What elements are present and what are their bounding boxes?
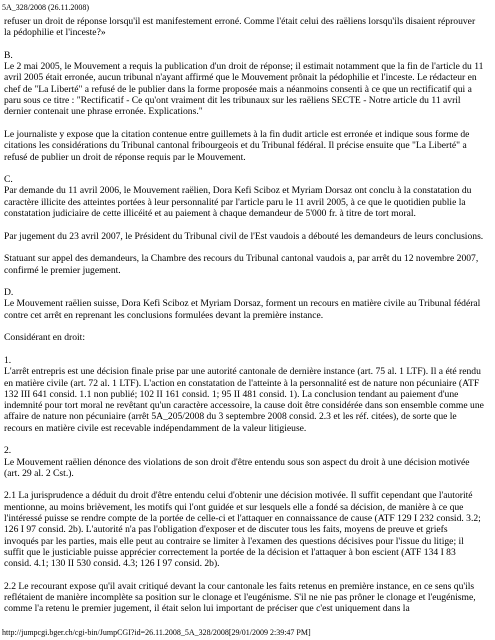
paragraph: refuser un droit de réponse lorsqu'il est manifestement erroné. Comme l'était celui des raëliens lorsqu'ils disaient réprouver la pédophilie et l'inceste?»: [4, 16, 476, 39]
page-header: 5A_328/2008 (26.11.2008): [2, 3, 90, 12]
page-footer-url: http://jumpcgi.bger.ch/cgi-bin/JumpCGI?id=26.11.2008_5A_328/2008[29/01/2009 2:39:47 PM]: [2, 628, 311, 637]
paragraph: D. Le Mouvement raëlien suisse, Dora Kefi Sciboz et Myriam Dorsaz, forment un recours en matière civile au Tribunal fédéral contre cet arrêt en reprenant les conclusions formulées devant la première instance.: [4, 287, 481, 321]
paragraph: Considérant en droit:: [4, 332, 85, 344]
paragraph: 2.1 La jurisprudence a déduit du droit d'être entendu celui d'obtenir une décision motivée. Il suffit cependant que l'autorité mentionne, au moins brièvement, les motifs qui l'ont guidée et sur lesquels elle a fondé sa décision, de manière à ce que l'intéressé puisse se rendre compte de la portée de celle-ci et l'attaquer en connaissance de cause (ATF 129 I 232 consid. 3.2; 126 I 97 consid. 2b). L'autorité n'a pas l'obligation d'exposer et de discuter tous les faits, moyens de preuve et griefs invoqués par les parties, mais elle peut au contraire se limiter à l'examen des questions décisives pour l'issue du litige; il suffit que le justiciable puisse apprécier correctement la portée de la décision et l'attaquer à bon escient (ATF 134 I 83 consid. 4.1; 130 II 530 consid. 4.3; 126 I 97 consid. 2b).: [4, 490, 481, 570]
document-body: [4, 16, 484, 626]
paragraph: 1. L'arrêt entrepris est une décision finale prise par une autorité cantonale de dernière instance (art. 75 al. 1 LTF). Il a été rendu en matière civile (art. 72 al. 1 LTF). L'action en constatation de l'atteinte à la personnalité est de nature non pécuniaire (ATF 132 III 641 consid. 1.1 non publié; 102 II 161 consid. 1; 95 II 481 consid. 1). La conclusion tendant au paiement d'une indemnité pour tort moral ne revêtant qu'un caractère accessoire, la cause doit être considérée dans son ensemble comme une affaire de nature non pécuniaire (arrêt 5A_205/2008 du 3 septembre 2008 consid. 2.3 et les réf. citées), de sorte que le recours en matière civile est recevable indépendamment de la valeur litigieuse.: [4, 354, 484, 434]
paragraph: C. Par demande du 11 avril 2006, le Mouvement raëlien, Dora Kefi Sciboz et Myriam Dorsaz ont conclu à la constatation du caractère illicite des atteintes portées à leur personnalité par l'article paru le 11 avril 2005, à ce que le quotidien publie la constatation judiciaire de cette illicéité et au paiement à chaque demandeur de 5'000 fr. à titre de tort moral.: [4, 174, 472, 220]
paragraph: Le journaliste y expose que la citation contenue entre guillemets à la fin dudit article est erronée et indique sous forme de citations les considérations du Tribunal cantonal fribourgeois et du Tribunal fédéral. Il précise ensuite que "La Liberté" a refusé de publier un droit de réponse requis par le Mouvement.: [4, 128, 470, 163]
paragraph: Par jugement du 23 avril 2007, le Président du Tribunal civil de l'Est vaudois a débouté les demandeurs de leurs conclusions.: [4, 230, 484, 242]
paragraph: 2. Le Mouvement raëlien dénonce des violations de son droit d'être entendu sous son aspect du droit à une décision motivée (art. 29 al. 2 Cst.).: [4, 445, 470, 479]
paragraph: Statuant sur appel des demandeurs, la Chambre des recours du Tribunal cantonal vaudois a, par arrêt du 12 novembre 2007, confirmé le premier jugement.: [4, 253, 479, 276]
paragraph: B. Le 2 mai 2005, le Mouvement a requis la publication d'un droit de réponse; il estimait notamment que la fin de l'article du 11 avril 2005 était erronée, aucun tribunal n'ayant affirmé que le Mouvement prônait la pédophilie et l'inceste. Le rédacteur en chef de "La Liberté" a refusé de le publier dans la forme proposée mais a néanmoins consenti à ce que un rectificatif qui a paru sous ce titre : "Rectificatif - Ce qu'ont vraiment dit les tribunaux sur les raëliens SECTE - Notre article du 11 avril dernier contenait une phrase erronée. Explications.": [4, 49, 484, 118]
paragraph: 2.2 Le recourant expose qu'il avait critiqué devant la cour cantonale les faits retenus en première instance, en ce sens qu'ils reflétaient de manière incomplète sa position sur le clonage et l'eugénisme. S'il ne nie pas prôner le clonage et l'eugénisme, comme l'a retenu le premier jugement, il était selon lui important de préciser que c'est uniquement dans la: [4, 580, 476, 615]
